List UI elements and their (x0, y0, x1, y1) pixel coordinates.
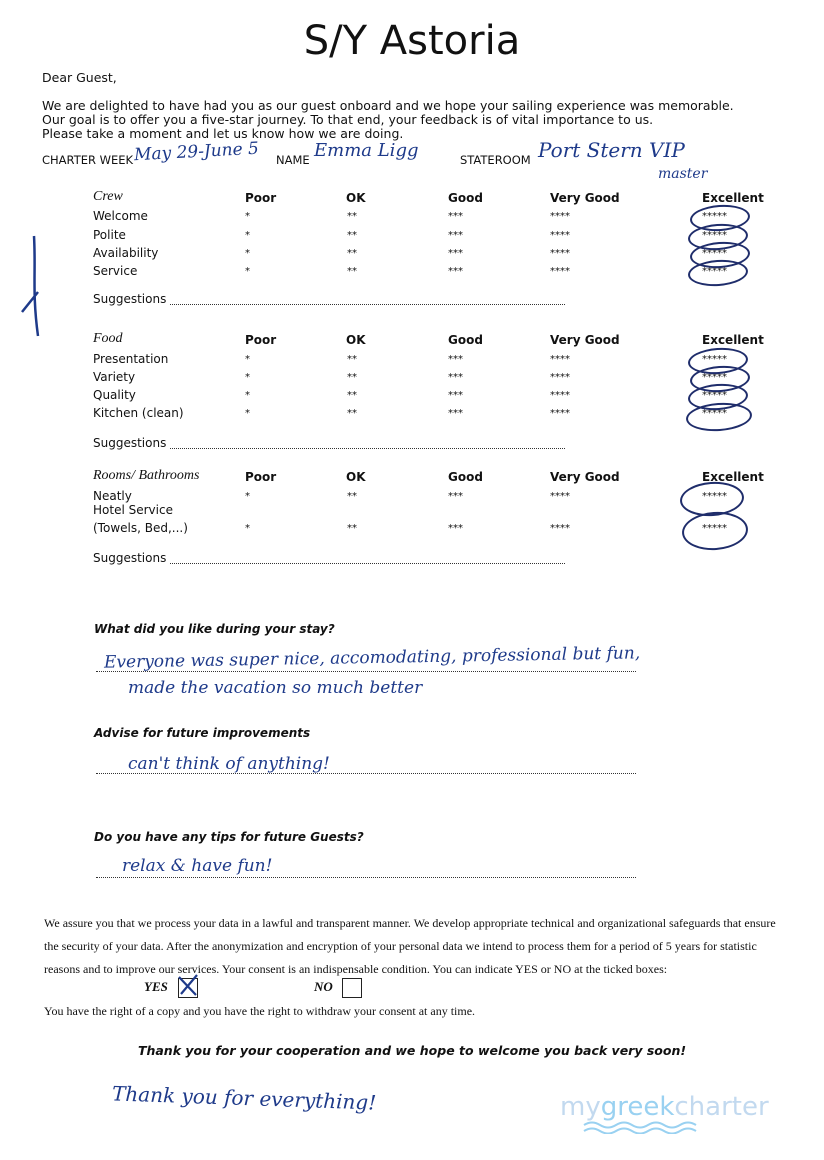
watermark-my: my (560, 1092, 601, 1122)
star-cell[interactable]: ** (347, 372, 357, 383)
crew-suggestions-field[interactable] (170, 303, 565, 305)
col-ok: OK (346, 470, 366, 484)
star-cell[interactable]: **** (550, 230, 570, 241)
col-very-good: Very Good (550, 470, 620, 484)
col-good: Good (448, 333, 483, 347)
star-cell[interactable]: ** (347, 211, 357, 222)
star-cell[interactable]: **** (550, 248, 570, 259)
improve-answer-field[interactable] (96, 772, 636, 774)
star-cell[interactable]: ** (347, 408, 357, 419)
food-row-variety: Variety (93, 370, 136, 384)
star-cell[interactable]: **** (550, 211, 570, 222)
col-excellent: Excellent (702, 191, 764, 205)
rooms-section-title: Rooms/ Bathrooms (93, 468, 200, 483)
food-row-kitchen: Kitchen (clean) (93, 406, 184, 420)
no-label: NO (314, 979, 333, 994)
star-cell[interactable]: ***** (702, 248, 727, 259)
yes-checkbox[interactable] (178, 978, 198, 998)
stateroom-value: Port Stern VIP (538, 138, 685, 162)
crew-row-availability: Availability (93, 246, 159, 260)
star-cell[interactable]: *** (448, 372, 463, 383)
rooms-suggestions-field[interactable] (170, 562, 565, 564)
intro-line-2: Our goal is to offer you a five-star journey. To that end, your feedback is of vital importance to us. (42, 112, 654, 127)
name-label: NAME (276, 153, 310, 167)
star-cell[interactable]: *** (448, 408, 463, 419)
crew-row-polite: Polite (93, 228, 126, 242)
star-cell[interactable]: ***** (702, 390, 727, 401)
name-value: Emma Ligg (314, 140, 419, 161)
star-cell[interactable]: ** (347, 491, 357, 502)
star-cell[interactable]: ***** (702, 266, 727, 277)
star-cell[interactable]: * (245, 390, 250, 401)
food-suggestions-label: Suggestions (93, 436, 167, 450)
wave-icon (582, 1120, 702, 1134)
col-poor: Poor (245, 333, 277, 347)
star-cell[interactable]: ***** (702, 491, 727, 502)
improve-question: Advise for future improvements (94, 726, 311, 740)
col-ok: OK (346, 333, 366, 347)
star-cell[interactable]: * (245, 354, 250, 365)
food-suggestions-field[interactable] (170, 447, 565, 449)
crew-section-title: Crew (93, 189, 123, 204)
star-cell[interactable]: * (245, 266, 250, 277)
star-cell[interactable]: * (245, 408, 250, 419)
margin-pen-mark (18, 232, 48, 342)
stateroom-extra: master (658, 166, 708, 182)
data-consent-text: We assure you that we process your data in a lawful and transparent manner. We develop appropriate technical and organizational safeguards that ensure the security of your data. After the anonymization and encryption of your personal data we intend to process them for a period of 5 years for statistic reasons and to improve our services. Your consent is an indispensable condition. You can indicate YES or NO at the ticked boxes: (44, 916, 776, 976)
selection-circle (681, 510, 749, 553)
col-excellent: Excellent (702, 333, 764, 347)
no-checkbox[interactable] (342, 978, 362, 998)
watermark-greek: greek (600, 1092, 675, 1122)
star-cell[interactable]: *** (448, 211, 463, 222)
greeting: Dear Guest, (42, 70, 117, 85)
crew-row-service: Service (93, 264, 138, 278)
watermark-charter: charter (674, 1092, 769, 1122)
closing-thanks: Thank you for your cooperation and we hope to welcome you back very soon! (137, 1043, 687, 1058)
crew-row-welcome: Welcome (93, 209, 148, 223)
star-cell[interactable]: *** (448, 523, 463, 534)
food-row-presentation: Presentation (93, 352, 169, 366)
star-cell[interactable]: **** (550, 491, 570, 502)
star-cell[interactable]: ** (347, 230, 357, 241)
check-x-icon (176, 973, 200, 997)
star-cell[interactable]: *** (448, 266, 463, 277)
star-cell[interactable]: **** (550, 354, 570, 365)
star-cell[interactable]: ** (347, 523, 357, 534)
rooms-row-neatly: Neatly (93, 489, 132, 503)
star-cell[interactable]: ***** (702, 523, 727, 534)
rights-text: You have the right of a copy and you have the right to withdraw your consent at any time. (44, 1004, 476, 1018)
star-cell[interactable]: * (245, 211, 250, 222)
star-cell[interactable]: **** (550, 390, 570, 401)
yes-label: YES (144, 979, 168, 994)
handwritten-thanks: Thank you for everything! (111, 1081, 377, 1115)
star-cell[interactable]: ***** (702, 354, 727, 365)
star-cell[interactable]: * (245, 491, 250, 502)
star-cell[interactable]: **** (550, 266, 570, 277)
rooms-row-hotel-service: Hotel Service (93, 503, 173, 517)
improve-answer: can't think of anything! (128, 754, 330, 774)
star-cell[interactable]: * (245, 230, 250, 241)
col-excellent: Excellent (702, 470, 764, 484)
liked-answer-field[interactable] (96, 670, 636, 672)
page-title: S/Y Astoria (303, 18, 521, 64)
star-cell[interactable]: * (245, 523, 250, 534)
col-very-good: Very Good (550, 191, 620, 205)
mygreekcharter-watermark (560, 1092, 769, 1122)
star-cell[interactable]: **** (550, 523, 570, 534)
intro-line-1: We are delighted to have had you as our guest onboard and we hope your sailing experience was memorable. (42, 98, 734, 113)
intro-line-3: Please take a moment and let us know how we are doing. (42, 126, 404, 141)
food-section-title: Food (93, 331, 123, 346)
star-cell[interactable]: ** (347, 248, 357, 259)
star-cell[interactable]: **** (550, 372, 570, 383)
star-cell[interactable]: * (245, 372, 250, 383)
star-cell[interactable]: ** (347, 354, 357, 365)
star-cell[interactable]: ***** (702, 211, 727, 222)
col-good: Good (448, 191, 483, 205)
crew-suggestions-label: Suggestions (93, 292, 167, 306)
star-cell[interactable]: **** (550, 408, 570, 419)
star-cell[interactable]: ***** (702, 372, 727, 383)
star-cell[interactable]: * (245, 248, 250, 259)
star-cell[interactable]: *** (448, 390, 463, 401)
star-cell[interactable]: *** (448, 230, 463, 241)
liked-answer-line-1: Everyone was super nice, accomodating, professional but fun, (103, 643, 641, 673)
col-very-good: Very Good (550, 333, 620, 347)
charter-week-label: CHARTER WEEK (42, 153, 134, 167)
col-ok: OK (346, 191, 366, 205)
star-cell[interactable]: *** (448, 491, 463, 502)
liked-question: What did you like during your stay? (94, 622, 335, 636)
star-cell[interactable]: *** (448, 354, 463, 365)
col-poor: Poor (245, 470, 277, 484)
liked-answer-line-2: made the vacation so much better (128, 678, 423, 698)
stateroom-label: STATEROOM (460, 153, 531, 167)
tips-answer: relax & have fun! (122, 856, 273, 876)
star-cell[interactable]: ** (347, 266, 357, 277)
star-cell[interactable]: ** (347, 390, 357, 401)
food-row-quality: Quality (93, 388, 136, 402)
col-good: Good (448, 470, 483, 484)
rooms-row-towels: (Towels, Bed,...) (93, 521, 188, 535)
tips-answer-field[interactable] (96, 876, 636, 878)
star-cell[interactable]: ***** (702, 230, 727, 241)
rooms-suggestions-label: Suggestions (93, 551, 167, 565)
tips-question: Do you have any tips for future Guests? (94, 830, 364, 844)
star-cell[interactable]: *** (448, 248, 463, 259)
star-cell[interactable]: ***** (702, 408, 727, 419)
col-poor: Poor (245, 191, 277, 205)
charter-week-value: May 29-June 5 (133, 138, 260, 166)
